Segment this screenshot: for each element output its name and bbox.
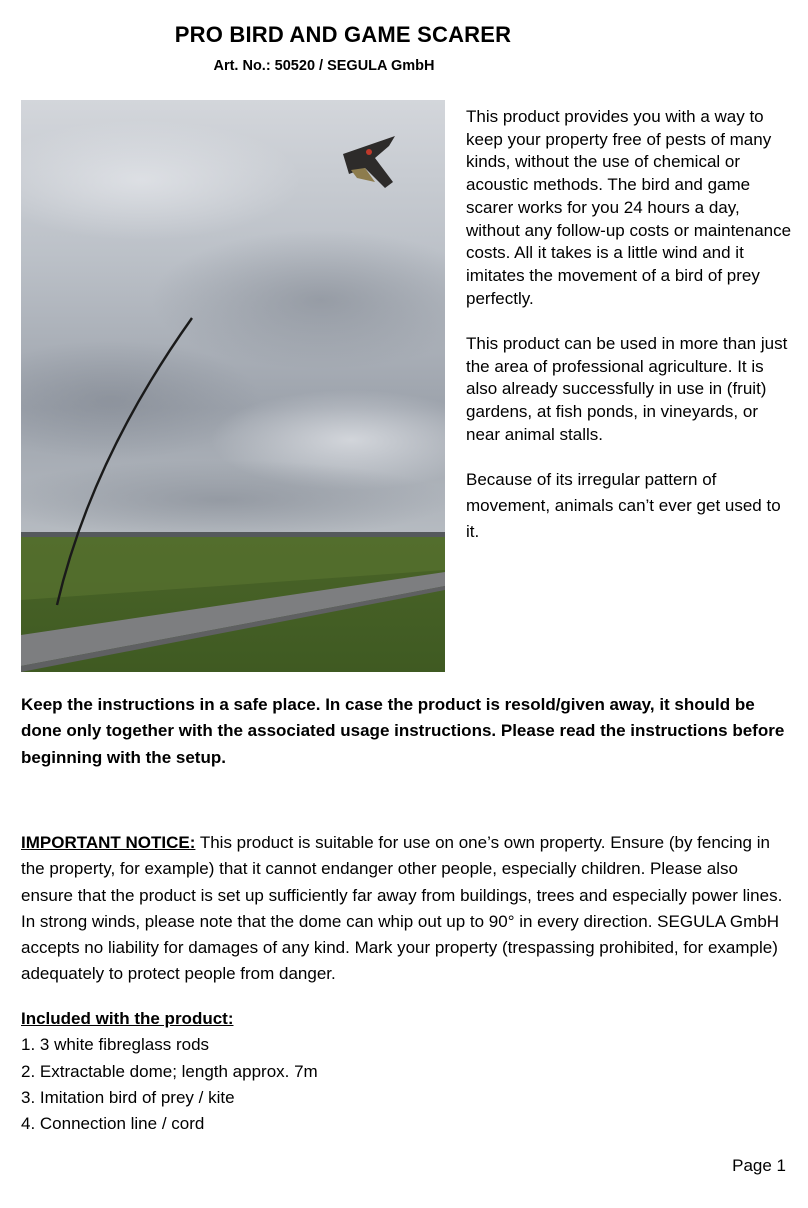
product-photo (21, 100, 445, 672)
notice-label: IMPORTANT NOTICE: (21, 833, 196, 852)
safekeeping-warning: Keep the instructions in a safe place. In case the product is resold/given away, it should be done only together with the associated usage instructions. Please read the instructions before beginning with the setup. (21, 695, 785, 767)
list-item: 3. Imitation bird of prey / kite (21, 1087, 235, 1107)
page-number: Page 1 (732, 1156, 786, 1175)
document-title: PRO BIRD AND GAME SCARER (174, 22, 512, 47)
list-item: 2. Extractable dome; length approx. 7m (21, 1061, 318, 1081)
included-heading: Included with the product: (21, 1009, 234, 1028)
list-item: 4. Connection line / cord (21, 1114, 205, 1134)
intro-paragraph: This product can be used in more than just the area of professional agriculture. It is also already successfully in use in (fruit) gardens, at fish ponds, in vineyards, or near animal stalls. (466, 334, 788, 444)
important-notice (21, 830, 791, 988)
included-list (21, 1032, 791, 1137)
article-number: Art. No.: 50520 / SEGULA GmbH (213, 58, 435, 74)
notice-text: This product is suitable for use on one’s own property. Ensure (by fencing in the property, for example) that it cannot endanger other people, especially children. Please also ensure that the product is set up sufficiently far away from buildings, trees and especially power lines. In strong winds, please note that the dome can whip out up to 90° in every direction. SEGULA GmbH accepts no liability for damages of any kind. Mark your property (trespassing prohibited, for example) adequately to protect people from danger. (21, 833, 783, 984)
included-section (21, 1006, 791, 1137)
list-item: 1. 3 white fibreglass rods (21, 1035, 210, 1055)
intro-paragraph: This product provides you with a way to keep your property free of pests of many kinds, without the use of chemical or acoustic methods. The bird and game scarer works for you 24 hours a day, without any follow-up costs or maintenance costs. All it takes is a little wind and it imitates the movement of a bird of prey perfectly. (466, 107, 792, 308)
intro-paragraph: Because of its irregular pattern of movement, animals can’t ever get used to it. (466, 470, 781, 541)
